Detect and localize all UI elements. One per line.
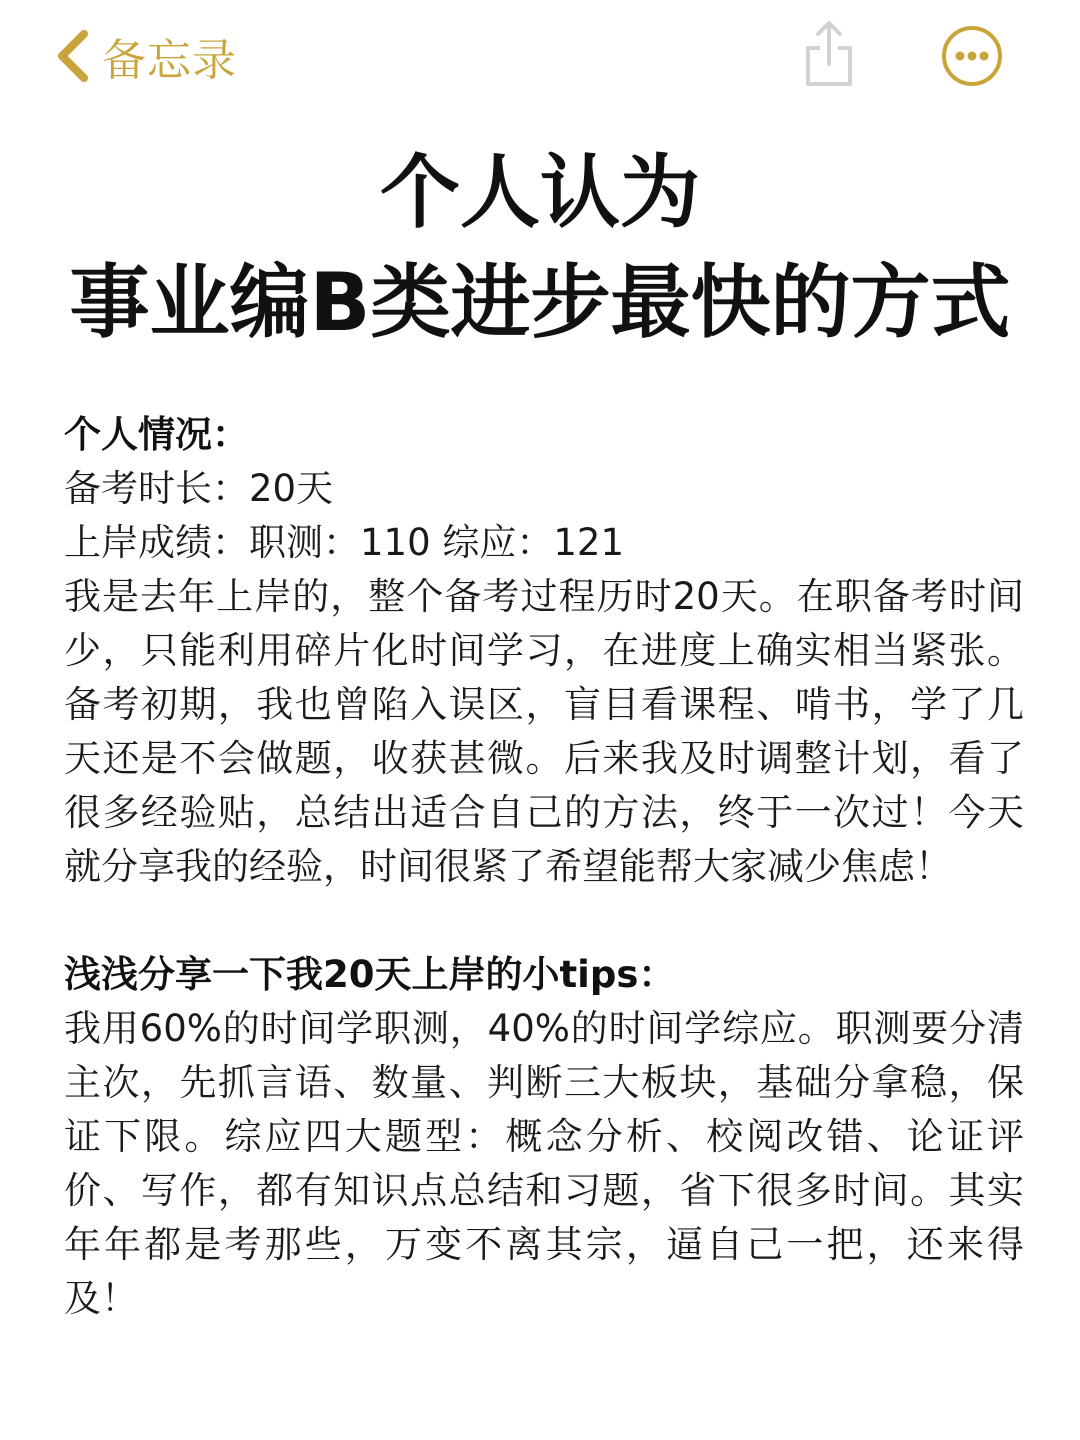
- share-icon: [800, 18, 858, 90]
- tips-paragraph: 我用60%的时间学职测，40%的时间学综应。职测要分清主次，先抓言语、数量、判断三大板块，基础分拿稳，保证下限。综应四大题型：概念分析、校阅改错、论证评价、写作，都有知识点总结和习题，省下很多时间。其实年年都是考那些，万变不离其宗，逼自己一把，还来得及！: [64, 1007, 1024, 1320]
- section-heading-personal: 个人情况：: [64, 413, 249, 456]
- section-heading-tips: 浅浅分享一下我20天上岸的小tips：: [64, 953, 676, 996]
- back-button[interactable]: [50, 24, 237, 88]
- paragraph-spacer: [64, 894, 1024, 948]
- chevron-left-icon: [50, 26, 94, 86]
- personal-paragraph: 我是去年上岸的，整个备考过程历时20天。在职备考时间少，只能利用碎片化时间学习，在进度上确实相当紧张。备考初期，我也曾陷入误区，盲目看课程、啃书，学了几天还是不会做题，收获甚微。后来我及时调整计划，看了很多经验贴，总结出适合自己的方法，终于一次过！今天就分享我的经验，时间很紧了希望能帮大家减少焦虑！: [64, 575, 1024, 888]
- navigation-bar: [0, 0, 1080, 112]
- title-line-1: 个人认为: [380, 146, 700, 239]
- more-icon: [940, 24, 1004, 88]
- prep-time-text: 备考时长：20天: [64, 467, 334, 510]
- more-button[interactable]: [940, 24, 1004, 88]
- back-label: 备忘录: [102, 35, 237, 86]
- title-line-2: 事业编B类进步最快的方式: [69, 256, 1011, 349]
- note-body: [64, 408, 1024, 1326]
- scores-text: 上岸成绩：职测：110 综应：121: [64, 521, 625, 564]
- note-title: [0, 138, 1080, 358]
- share-button[interactable]: [800, 18, 858, 90]
